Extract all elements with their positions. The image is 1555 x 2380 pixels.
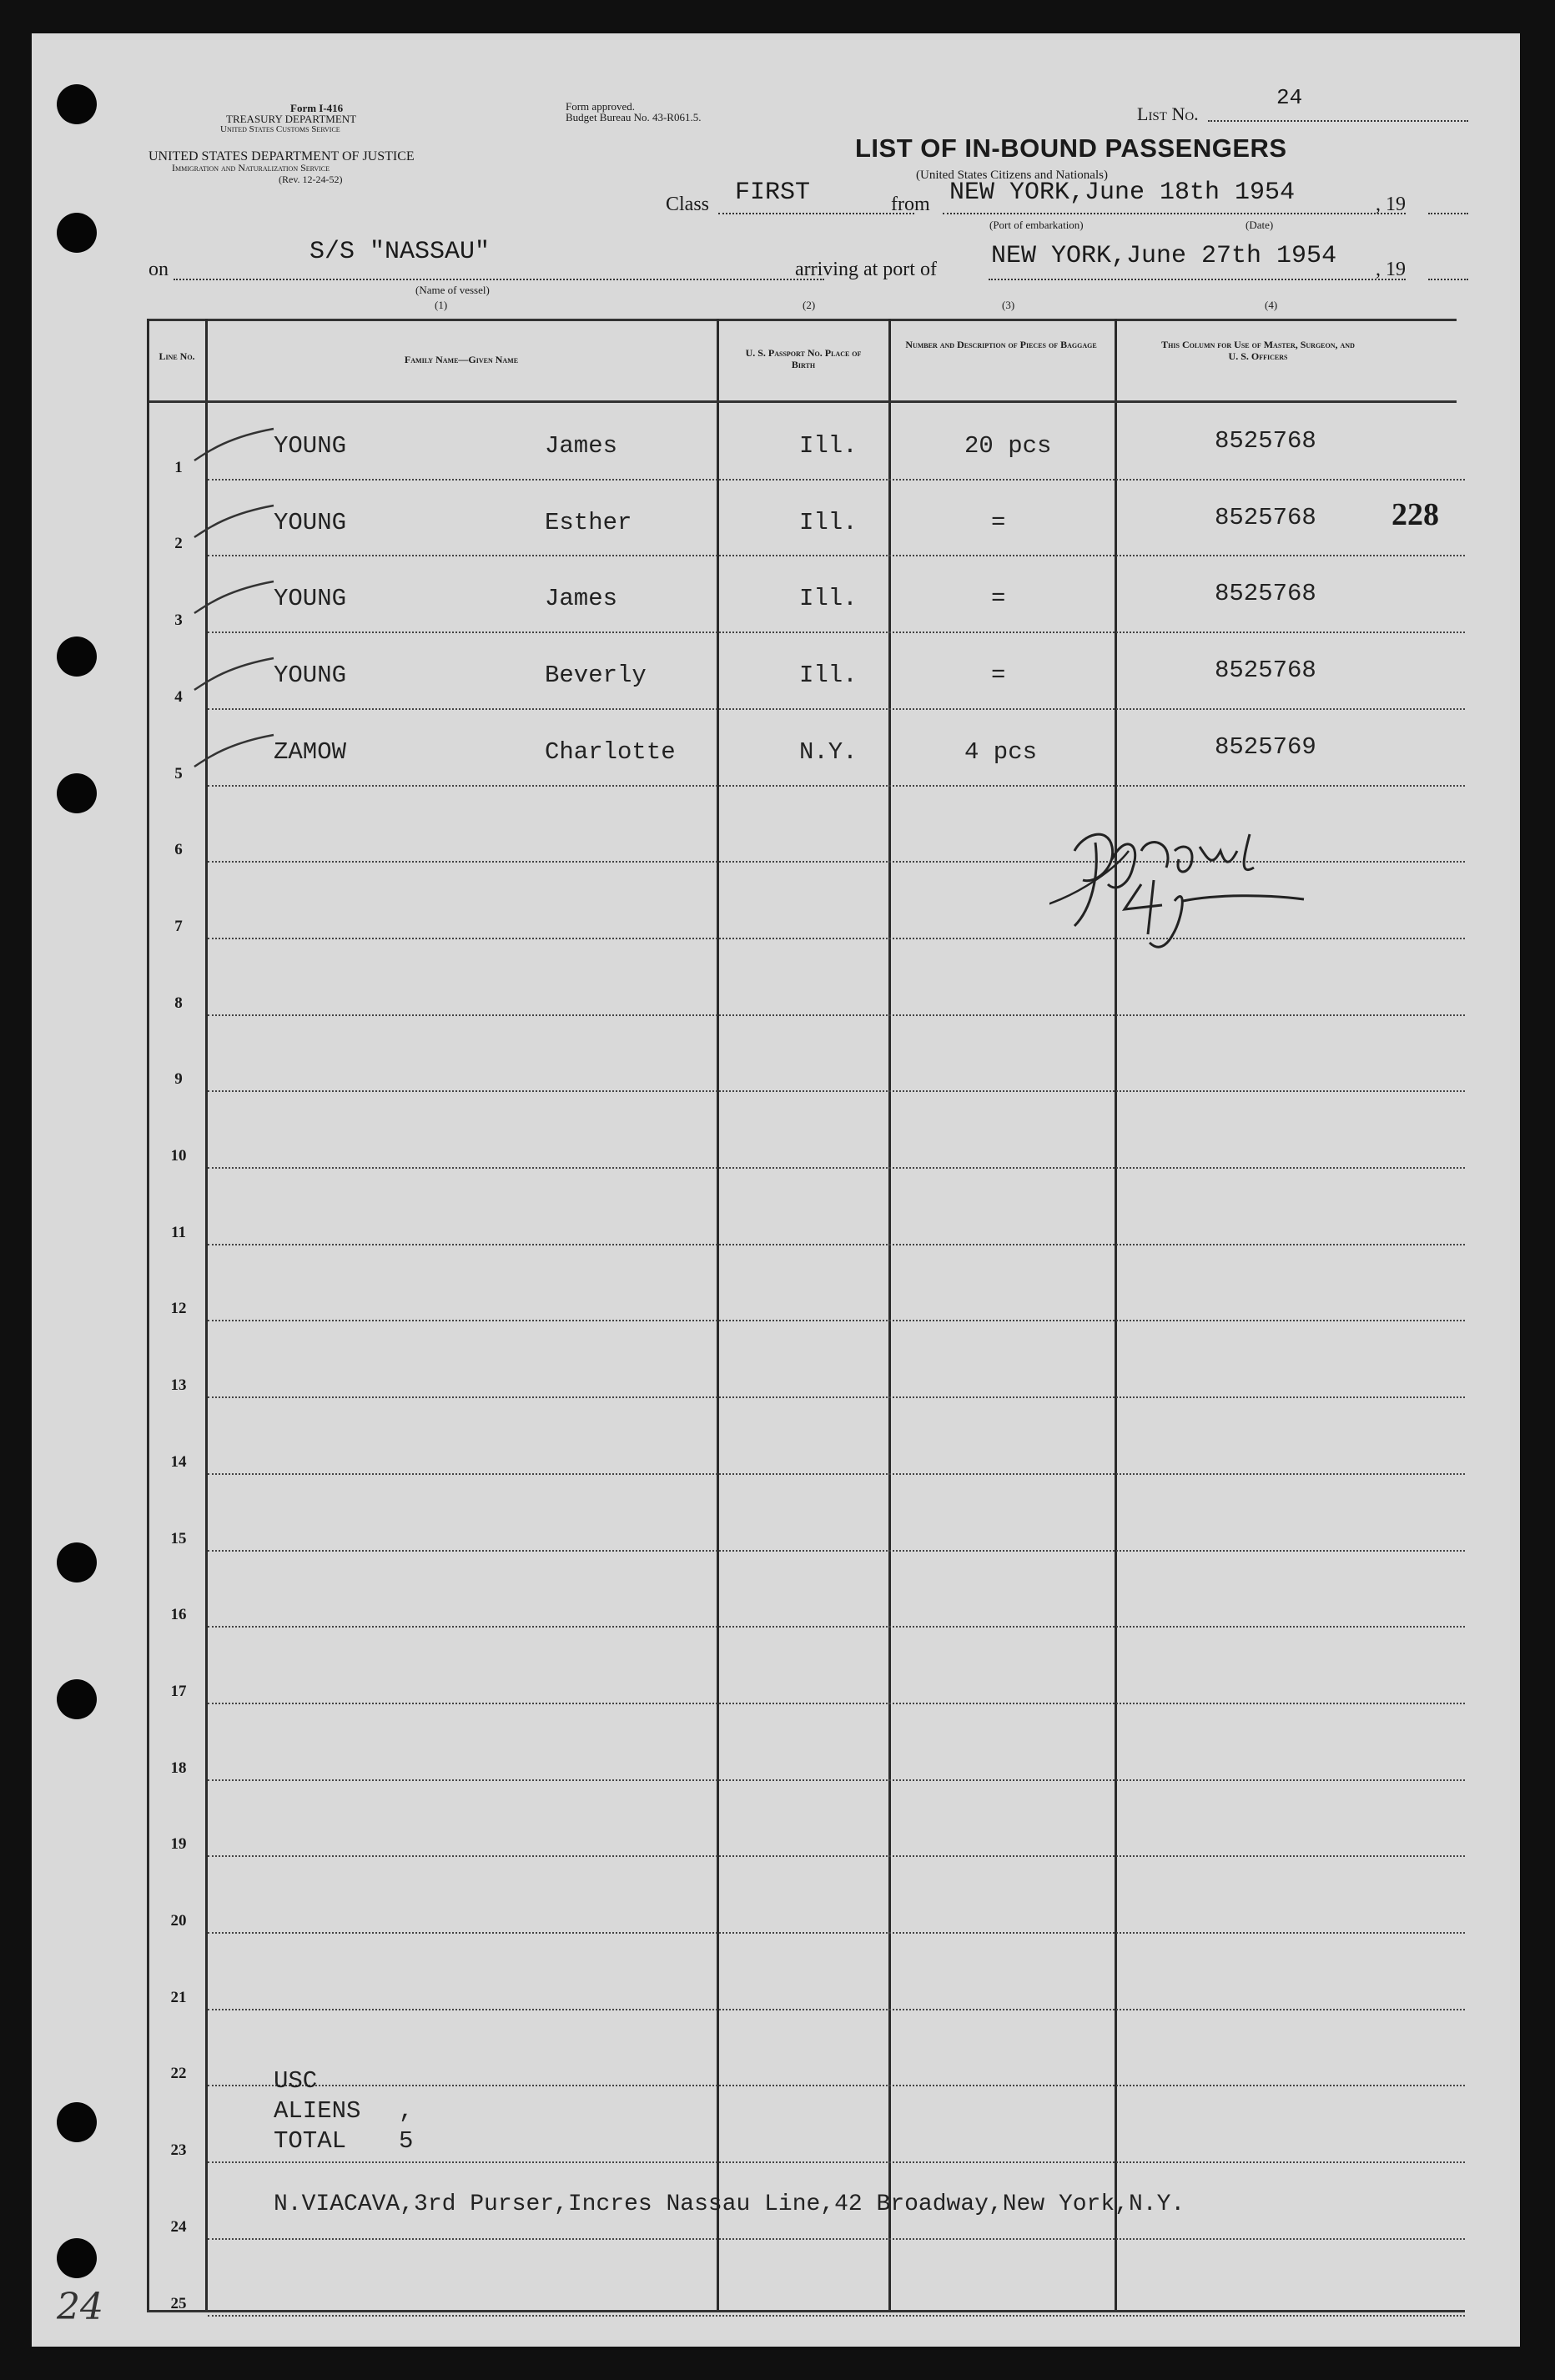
table-top-border	[147, 319, 1457, 321]
row-rule	[208, 1090, 1465, 1092]
given-name: James	[545, 432, 618, 460]
given-name: James	[545, 585, 618, 612]
form-number: Form I-416	[290, 102, 344, 114]
officer-signature	[1049, 801, 1450, 968]
on-label: on	[148, 259, 169, 280]
arriving-value: NEW YORK,June 27th 1954	[991, 242, 1337, 270]
col-num-2: (2)	[803, 299, 816, 311]
binder-hole	[57, 773, 97, 813]
col-num-4: (4)	[1265, 299, 1278, 311]
line-number: 16	[170, 1606, 187, 1623]
given-name: Charlotte	[545, 738, 676, 766]
line-number: 17	[170, 1683, 187, 1700]
class-label: Class	[666, 194, 710, 215]
col-header-passport: U. S. Passport No. Place of Birth	[745, 347, 862, 370]
table-bottom-border	[147, 2310, 1465, 2312]
officer-number: 8525768	[1215, 657, 1316, 684]
line-number: 14	[170, 1453, 187, 1471]
purser-line: N.VIACAVA,3rd Purser,Incres Nassau Line,42 Broadway,New York,N.Y.	[274, 2191, 1185, 2217]
baggage: =	[991, 509, 1006, 536]
line-number: 21	[170, 1989, 187, 2006]
line-number: 4	[174, 688, 183, 706]
col-num-3: (3)	[1002, 299, 1015, 311]
aliens-label: ALIENS	[274, 2097, 361, 2125]
row-rule	[208, 1932, 1465, 1934]
col-header-name: Family Name—Given Name	[404, 354, 519, 365]
aliens-value: ,	[399, 2097, 414, 2125]
row-rule	[208, 1244, 1465, 1245]
line-number: 7	[174, 918, 183, 935]
binder-hole	[57, 637, 97, 677]
line-number: 13	[170, 1376, 187, 1394]
row-rule	[208, 1396, 1465, 1398]
baggage: =	[991, 662, 1006, 689]
officer-number: 8525769	[1215, 733, 1316, 761]
line-number: 3	[174, 611, 183, 629]
row-rule	[208, 2238, 1465, 2240]
check-mark-icon	[190, 657, 290, 698]
margin-note: 24	[57, 2286, 103, 2328]
table-left-border	[147, 319, 149, 2312]
line-number: 12	[170, 1300, 187, 1317]
check-mark-icon	[190, 427, 290, 469]
year-suffix-2: , 19	[1376, 259, 1406, 280]
col-num-1: (1)	[435, 299, 448, 311]
col-header-line: Line No.	[159, 350, 195, 362]
officer-number: 8525768	[1215, 580, 1316, 607]
row-rule	[208, 1014, 1465, 1016]
baggage: 20 pcs	[964, 432, 1052, 460]
line-number: 22	[170, 2065, 187, 2082]
rev-label: (Rev. 12-24-52)	[279, 174, 343, 185]
officer-number: 8525768	[1215, 504, 1316, 531]
row-rule	[208, 1320, 1465, 1321]
date-label: (Date)	[1246, 219, 1274, 231]
line-number: 9	[174, 1070, 183, 1088]
line-number: 5	[174, 765, 183, 782]
binder-hole	[57, 213, 97, 253]
given-name: Esther	[545, 509, 632, 536]
justice-label: UNITED STATES DEPARTMENT OF JUSTICE	[148, 149, 415, 164]
row-rule	[208, 479, 1465, 481]
line-number: 23	[170, 2141, 187, 2159]
page-title: LIST OF IN-BOUND PASSENGERS	[855, 133, 1287, 163]
family-name: ZAMOW	[274, 738, 347, 766]
place-of-birth: N.Y.	[799, 738, 858, 766]
row-rule	[208, 1703, 1465, 1704]
row-rule	[208, 785, 1465, 787]
from-value: NEW YORK,June 18th 1954	[949, 179, 1296, 207]
ins-label: Immigration and Naturalization Service	[172, 162, 330, 174]
given-name: Beverly	[545, 662, 647, 689]
binder-hole	[57, 2238, 97, 2278]
col-header-officers: This Column for Use of Master, Surgeon, and U. S. Officers	[1161, 339, 1355, 362]
row-rule	[208, 1779, 1465, 1781]
line-number: 6	[174, 841, 183, 858]
total-value: 5	[399, 2127, 414, 2155]
line-number: 25	[170, 2295, 187, 2312]
side-mark: 228	[1391, 497, 1439, 532]
row-rule	[208, 1473, 1465, 1475]
class-value: FIRST	[735, 179, 811, 207]
list-no-label: List No.	[1137, 103, 1199, 124]
document-page	[32, 33, 1520, 2347]
binder-hole	[57, 1679, 97, 1719]
list-no-value: 24	[1276, 85, 1303, 110]
family-name: YOUNG	[274, 509, 347, 536]
place-of-birth: Ill.	[799, 585, 858, 612]
row-rule	[208, 2161, 1465, 2163]
family-name: YOUNG	[274, 585, 347, 612]
arriving-label: arriving at port of	[795, 259, 937, 280]
check-mark-icon	[190, 580, 290, 621]
col-header-baggage: Number and Description of Pieces of Baggage	[905, 339, 1097, 350]
place-of-birth: Ill.	[799, 509, 858, 536]
row-rule	[208, 2085, 1465, 2086]
row-rule	[208, 708, 1465, 710]
binder-hole	[57, 2102, 97, 2142]
line-number: 15	[170, 1530, 187, 1547]
line-number: 11	[171, 1224, 186, 1241]
family-name: YOUNG	[274, 662, 347, 689]
line-number: 24	[170, 2218, 187, 2236]
check-mark-icon	[190, 504, 290, 546]
row-rule	[208, 555, 1465, 556]
usc-label: USC	[274, 2067, 318, 2095]
line-number: 20	[170, 1912, 187, 1930]
line-number: 8	[174, 994, 183, 1012]
row-rule	[208, 2315, 1465, 2317]
check-mark-icon	[190, 733, 290, 775]
row-rule	[208, 1626, 1465, 1628]
row-rule	[208, 2009, 1465, 2010]
place-of-birth: Ill.	[799, 662, 858, 689]
line-number: 10	[170, 1147, 187, 1165]
binder-hole	[57, 1542, 97, 1582]
row-rule	[208, 1550, 1465, 1552]
binder-hole	[57, 84, 97, 124]
row-rule	[208, 1855, 1465, 1857]
family-name: YOUNG	[274, 432, 347, 460]
line-number: 2	[174, 535, 183, 552]
row-rule	[208, 631, 1465, 633]
baggage: =	[991, 585, 1006, 612]
row-rule	[208, 1167, 1465, 1169]
officer-number: 8525768	[1215, 427, 1316, 455]
customs-label: United States Customs Service	[220, 124, 340, 134]
subtitle: (United States Citizens and Nationals)	[916, 169, 1108, 182]
line-number: 19	[170, 1835, 187, 1853]
year-suffix-1: , 19	[1376, 194, 1406, 215]
embark-label: (Port of embarkation)	[989, 219, 1084, 231]
vessel-name: S/S "NASSAU"	[309, 238, 491, 266]
place-of-birth: Ill.	[799, 432, 858, 460]
treasury-label: TREASURY DEPARTMENT	[226, 113, 357, 125]
total-label: TOTAL	[274, 2127, 347, 2155]
line-number: 18	[170, 1759, 187, 1777]
baggage: 4 pcs	[964, 738, 1038, 766]
budget-bureau: Budget Bureau No. 43-R061.5.	[566, 111, 702, 123]
from-label: from	[891, 194, 930, 215]
form-approved: Form approved.	[566, 100, 636, 113]
vessel-label: (Name of vessel)	[415, 284, 490, 296]
line-number: 1	[174, 459, 183, 476]
